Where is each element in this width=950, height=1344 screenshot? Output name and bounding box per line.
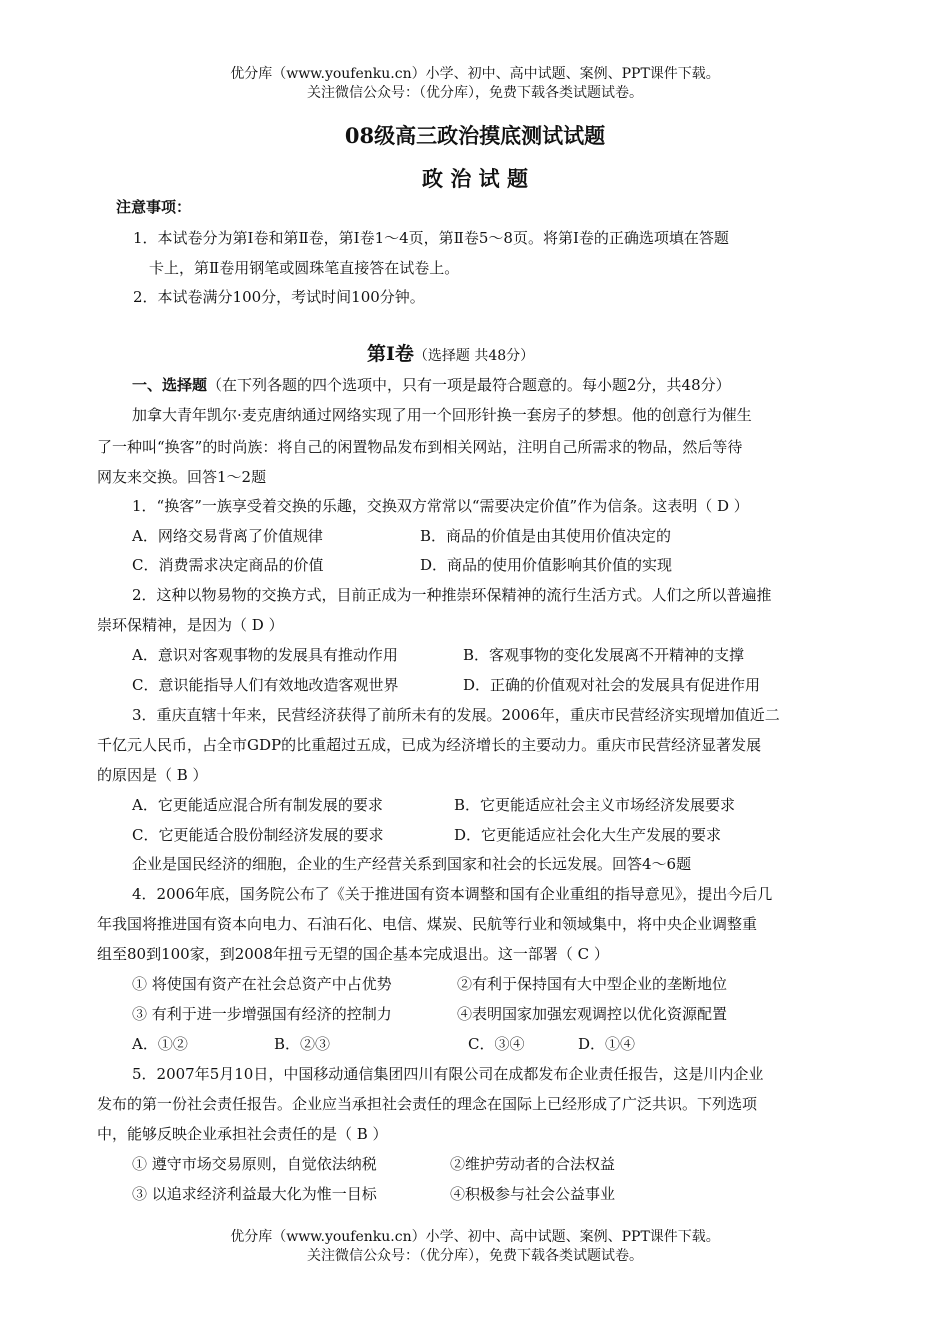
notice-heading: 注意事项：: [116, 198, 192, 216]
question-4-option-d: D．①④: [578, 1035, 636, 1053]
exam-title: 08级高三政治摸底测试试题: [344, 123, 606, 148]
section-name: 第Ⅰ卷: [367, 343, 414, 365]
question-1-option-c: C．消费需求决定商品的价值: [132, 556, 324, 574]
question-1-stem: 1．“换客”一族享受着交换的乐趣，交换双方常常以“需要决定价值”作为信条。这表明（ D ）: [132, 497, 749, 515]
part-description: （在下列各题的四个选项中，只有一项是最符合题意的。每小题2分，共48分）: [207, 376, 731, 394]
question-1-option-d: D．商品的使用价值影响其价值的实现: [420, 556, 673, 574]
question-4-option-a: A．①②: [132, 1035, 188, 1053]
question-3-stem-2: 千亿元人民币，占全市GDP的比重超过五成，已成为经济增长的主要动力。重庆市民营经济显著发展: [97, 736, 762, 754]
part-heading: [132, 375, 731, 395]
question-2-stem-1: 2．这种以物易物的交换方式，目前正成为一种推崇环保精神的流行生活方式。人们之所以普遍推: [132, 586, 772, 604]
question-4-stem-2: 年我国将推进国有资本向电力、石油石化、电信、煤炭、民航等行业和领域集中，将中央企业调整重: [97, 915, 758, 933]
question-5-statement-4: ④积极参与社会公益事业: [450, 1185, 616, 1203]
question-5-stem-2: 发布的第一份社会责任报告。企业应当承担社会责任的理念在国际上已经形成了广泛共识。下列选项: [97, 1095, 758, 1113]
passage-1-line-2: 了一种叫“换客”的时尚族：将自己的闲置物品发布到相关网站，注明自己所需求的物品，然后等待: [97, 438, 743, 456]
question-4-stem-1: 4．2006年底，国务院公布了《关于推进国有资本调整和国有企业重组的指导意见》，提出今后几: [132, 885, 773, 903]
question-3-option-d: D．它更能适应社会化大生产发展的要求: [454, 826, 722, 844]
header-line-2: 关注微信公众号：（优分库），免费下载各类试题试卷。: [307, 85, 643, 101]
part-label: 一、选择题: [132, 376, 208, 394]
question-2-stem-2: 崇环保精神，是因为（ D ）: [97, 616, 284, 634]
question-4-statement-4: ④表明国家加强宏观调控以优化资源配置: [457, 1005, 728, 1023]
question-1-option-a: A．网络交易背离了价值规律: [132, 527, 323, 545]
question-5-stem-3: 中，能够反映企业承担社会责任的是（ B ）: [97, 1125, 388, 1143]
question-3-stem-1: 3．重庆直辖十年来，民营经济获得了前所未有的发展。2006年，重庆市民营经济实现增加值近二: [132, 706, 780, 724]
question-4-stem-3: 组至80到100家，到2008年扭亏无望的国企基本完成退出。这一部署（ C ）: [97, 945, 609, 963]
header-line-1: 优分库（www.youfenku.cn）小学、初中、高中试题、案例、PPT课件下载。: [230, 66, 720, 82]
section-note: （选择题 共48分）: [413, 348, 535, 364]
question-3-stem-3: 的原因是（ B ）: [97, 766, 208, 784]
notice-item-1: 1．本试卷分为第Ⅰ卷和第Ⅱ卷，第Ⅰ卷1～4页，第Ⅱ卷5～8页。将第Ⅰ卷的正确选项填在答题: [133, 229, 729, 247]
question-4-statement-1: ① 将使国有资产在社会总资产中占优势: [132, 975, 392, 993]
question-5-statement-2: ②维护劳动者的合法权益: [450, 1155, 616, 1173]
question-1-option-b: B．商品的价值是由其使用价值决定的: [420, 527, 672, 545]
question-4-option-c: C．③④: [468, 1035, 525, 1053]
notice-item-2: 2．本试卷满分100分，考试时间100分钟。: [133, 288, 425, 306]
question-5-statement-1: ① 遵守市场交易原则，自觉依法纳税: [132, 1155, 377, 1173]
question-3-option-b: B．它更能适应社会主义市场经济发展要求: [454, 796, 736, 814]
question-4-statement-3: ③ 有利于进一步增强国有经济的控制力: [132, 1005, 392, 1023]
question-2-option-c: C．意识能指导人们有效地改造客观世界: [132, 676, 399, 694]
question-3-option-a: A．它更能适应混合所有制发展的要求: [132, 796, 383, 814]
question-2-option-b: B．客观事物的变化发展离不开精神的支撑: [463, 646, 745, 664]
exam-subtitle: 政 治 试 题: [422, 166, 528, 191]
footer-line-1: 优分库（www.youfenku.cn）小学、初中、高中试题、案例、PPT课件下载。: [230, 1229, 720, 1245]
question-2-option-d: D．正确的价值观对社会的发展具有促进作用: [463, 676, 761, 694]
question-4-statement-2: ②有利于保持国有大中型企业的垄断地位: [457, 975, 728, 993]
question-5-stem-1: 5．2007年5月10日，中国移动通信集团四川有限公司在成都发布企业责任报告，这是川内企业: [132, 1065, 764, 1083]
question-3-option-c: C．它更能适合股份制经济发展的要求: [132, 826, 384, 844]
passage-1-line-3: 网友来交换。回答1～2题: [97, 468, 267, 486]
notice-item-1-cont: 卡上，第Ⅱ卷用钢笔或圆珠笔直接答在试卷上。: [149, 259, 460, 277]
passage-1-line-1: 加拿大青年凯尔·麦克唐纳通过网络实现了用一个回形针换一套房子的梦想。他的创意行为催生: [132, 406, 752, 424]
passage-2: 企业是国民经济的细胞，企业的生产经营关系到国家和社会的长远发展。回答4～6题: [132, 855, 692, 873]
question-2-option-a: A．意识对客观事物的发展具有推动作用: [132, 646, 398, 664]
footer-line-2: 关注微信公众号：（优分库），免费下载各类试题试卷。: [307, 1248, 643, 1264]
question-4-option-b: B．②③: [274, 1035, 331, 1053]
question-5-statement-3: ③ 以追求经济利益最大化为惟一目标: [132, 1185, 377, 1203]
section-heading: [367, 344, 534, 366]
